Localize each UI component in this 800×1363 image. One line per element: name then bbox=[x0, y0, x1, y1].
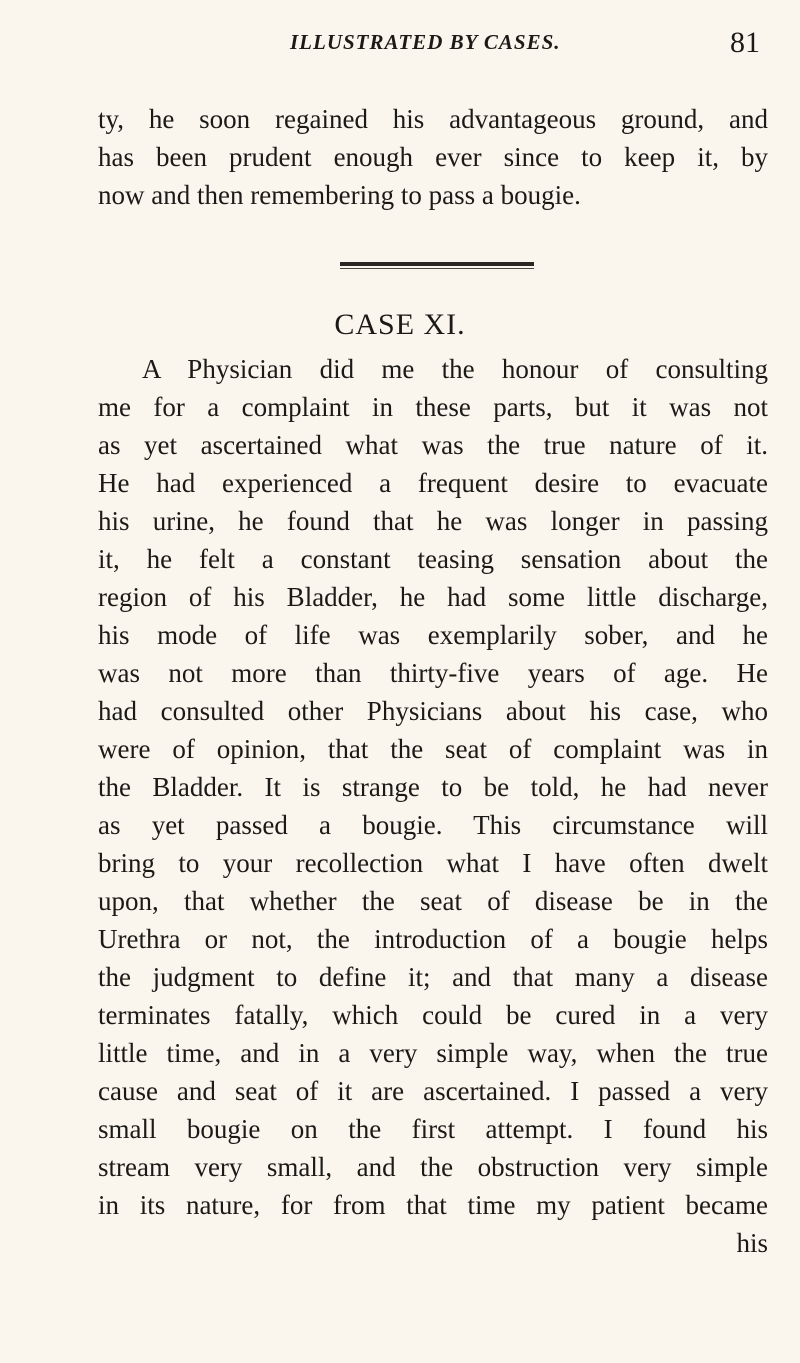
catchword: his bbox=[736, 1228, 768, 1258]
continued-paragraph bbox=[98, 100, 768, 214]
text-line: now and then remembering to pass a bougie. bbox=[98, 180, 581, 210]
case-heading: CASE XI. bbox=[334, 308, 466, 341]
text-line: stream very small, and the obstruction very simple bbox=[98, 1152, 768, 1182]
divider-thick-rule bbox=[340, 262, 534, 266]
text-line: his mode of life was exemplarily sober, and he bbox=[98, 620, 768, 650]
running-head: ILLUSTRATED BY CASES. bbox=[290, 30, 561, 54]
text-line: small bougie on the first attempt. I found his bbox=[98, 1114, 768, 1144]
text-line: cause and seat of it are ascertained. I passed a very bbox=[98, 1076, 768, 1106]
text-line: little time, and in a very simple way, when the true bbox=[98, 1038, 768, 1068]
text-line: A Physician did me the honour of consulting bbox=[142, 354, 768, 384]
section-divider bbox=[340, 262, 534, 270]
text-line: terminates fatally, which could be cured in a very bbox=[98, 1000, 768, 1030]
text-line: it, he felt a constant teasing sensation about the bbox=[98, 544, 768, 574]
text-line: were of opinion, that the seat of complaint was in bbox=[98, 734, 768, 764]
page-number: 81 bbox=[730, 26, 760, 59]
text-line: his urine, he found that he was longer in passing bbox=[98, 506, 768, 536]
text-line: Urethra or not, the introduction of a bougie helps bbox=[98, 924, 768, 954]
text-line: bring to your recollection what I have often dwelt bbox=[98, 848, 768, 878]
text-line: has been prudent enough ever since to keep it, by bbox=[98, 142, 768, 172]
text-line: as yet ascertained what was the true nature of it. bbox=[98, 430, 768, 460]
text-line: me for a complaint in these parts, but it was not bbox=[98, 392, 768, 422]
text-line: in its nature, for from that time my patient became bbox=[98, 1190, 768, 1220]
divider-thin-rule bbox=[340, 268, 534, 269]
text-line: as yet passed a bougie. This circumstance will bbox=[98, 810, 768, 840]
text-line: had consulted other Physicians about his case, who bbox=[98, 696, 768, 726]
text-line: upon, that whether the seat of disease be in the bbox=[98, 886, 768, 916]
text-line: the Bladder. It is strange to be told, he had never bbox=[98, 772, 768, 802]
text-line: He had experienced a frequent desire to evacuate bbox=[98, 468, 768, 498]
text-line: region of his Bladder, he had some little discharge, bbox=[98, 582, 768, 612]
text-line: was not more than thirty-five years of age. He bbox=[98, 658, 768, 688]
text-line: the judgment to define it; and that many a disease bbox=[98, 962, 768, 992]
text-line: ty, he soon regained his advantageous ground, and bbox=[98, 104, 768, 134]
case-paragraph bbox=[98, 350, 768, 1262]
